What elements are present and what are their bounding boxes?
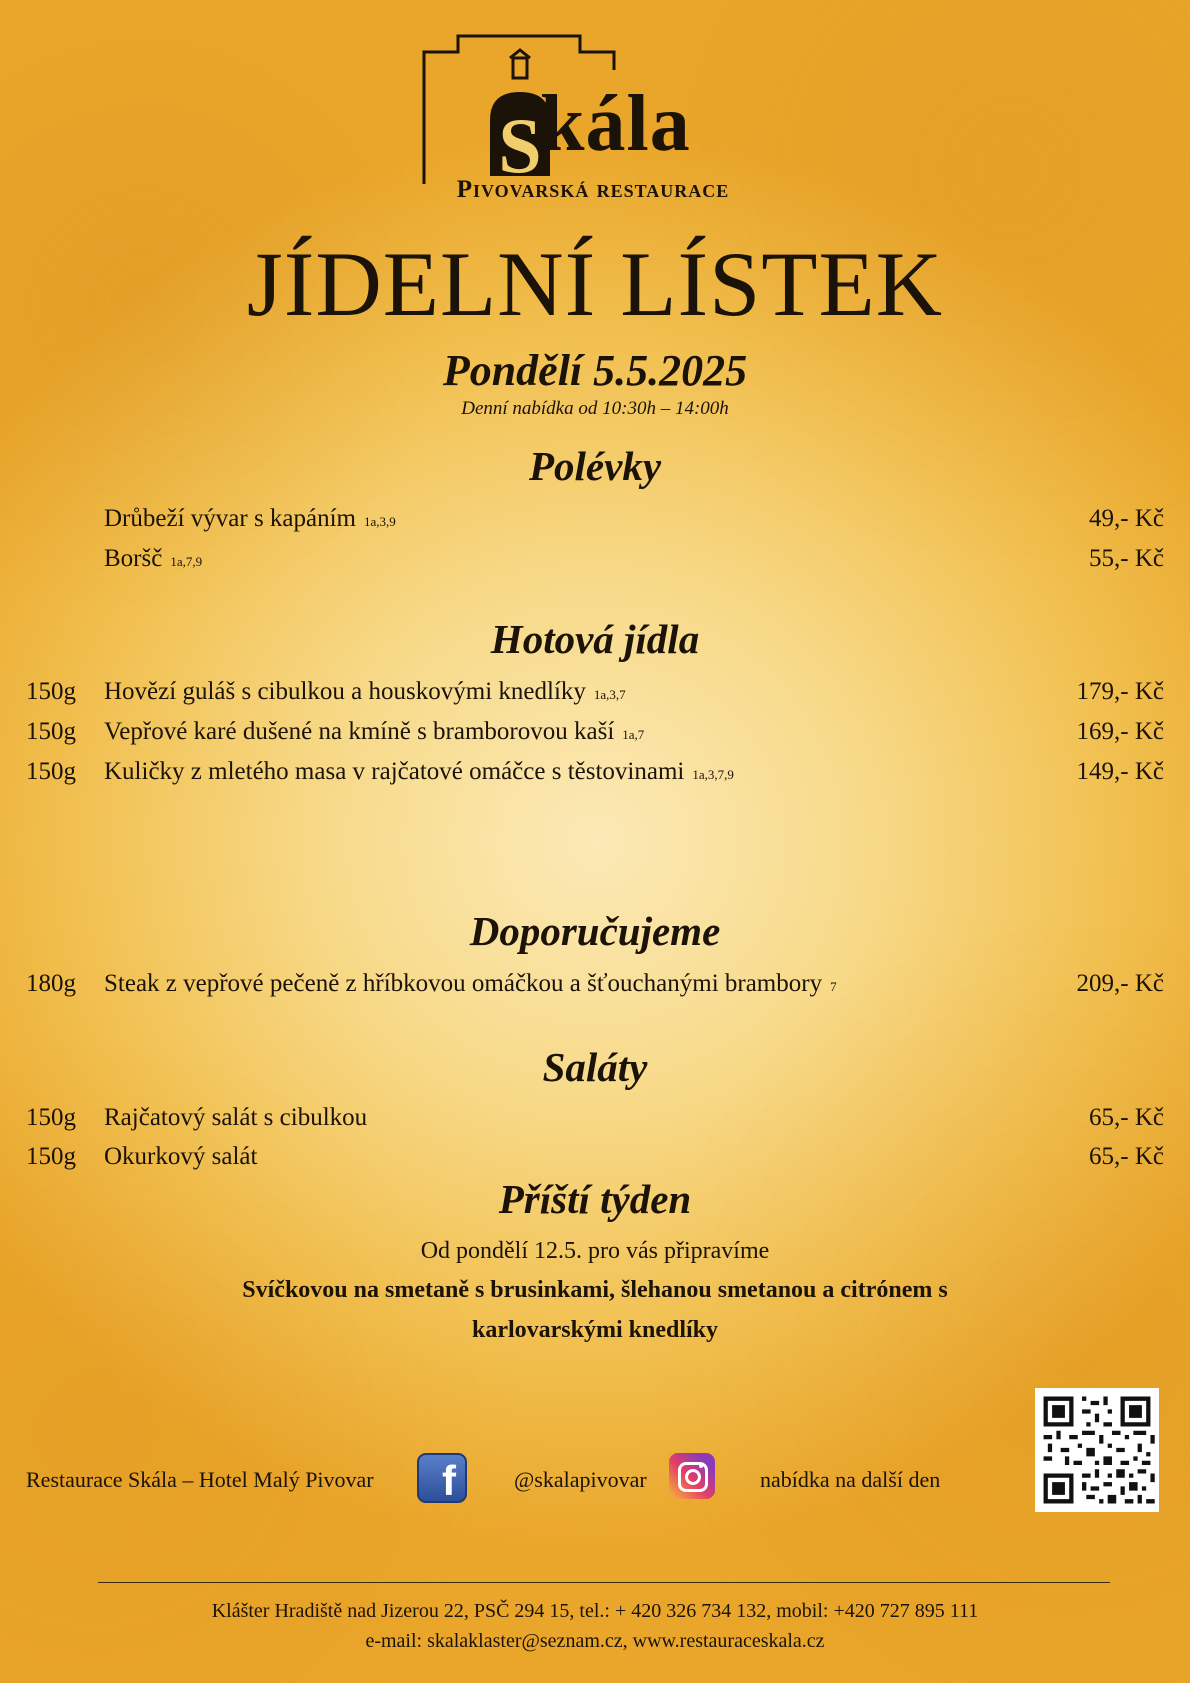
section-title-mains: Hotová jídla [490,616,700,662]
menu-item [0,718,1190,754]
menu-item [0,970,1190,1006]
restaurant-logo [420,34,780,214]
page-title: JÍDELNÍ LÍSTEK [246,233,944,335]
qr-code-icon[interactable] [1035,1388,1159,1512]
item-weight: 150g [26,758,76,785]
item-allergens: 1a,7 [622,727,645,742]
restaurant-name: Restaurace Skála – Hotel Malý Pivovar [26,1467,374,1492]
svg-text:S: S [498,102,542,189]
next-week-intro: Od pondělí 12.5. pro vás připravíme [420,1238,770,1264]
item-allergens: 1a,7,9 [170,554,203,569]
section-title-soups: Polévky [528,443,662,489]
item-allergens: 1a,3,7,9 [692,767,734,782]
item-price: 49,- Kč [1089,505,1164,532]
item-weight: 150g [26,678,76,705]
section-title-recommend: Doporučujeme [469,908,721,954]
item-price: 149,- Kč [1076,758,1164,785]
section-title-salads: Saláty [542,1044,648,1090]
item-allergens: 7 [830,979,837,994]
menu-item [0,758,1190,794]
item-name: Kuličky z mletého masa v rajčatové omáčce s těstovinami 1a,3,7,9 [104,758,734,785]
item-weight: 150g [26,1104,76,1131]
item-price: 65,- Kč [1089,1104,1164,1131]
item-name: Vepřové karé dušené na kmíně s bramborovou kaší 1a,7 [104,718,645,745]
item-allergens: 1a,3,9 [364,514,396,529]
next-week-dish-cont: karlovarskými knedlíky [471,1317,719,1343]
item-name: Rajčatový salát s cibulkou [104,1104,368,1131]
item-price: 169,- Kč [1076,718,1164,745]
item-price: 65,- Kč [1089,1143,1164,1170]
qr-label: nabídka na další den [760,1467,941,1492]
item-weight: 150g [26,1143,76,1170]
menu-item [0,1104,1190,1140]
item-name: Okurkový salát [104,1143,258,1170]
menu-item [0,505,1190,541]
logo-subtitle: Pivovarská restaurace [456,176,730,203]
item-allergens: 1a,3,7 [593,687,626,702]
section-title-next-week: Příští týden [498,1176,692,1222]
next-week-dish: Svíčkovou na smetaně s brusinkami, šlehanou smetanou a citrónem s [242,1277,948,1303]
menu-date: Pondělí 5.5.2025 [442,346,748,395]
item-weight: 150g [26,718,76,745]
instagram-handle[interactable]: @skalapivovar [514,1467,647,1492]
menu-item [0,545,1190,581]
instagram-icon[interactable] [669,1453,715,1499]
item-price: 179,- Kč [1076,678,1164,705]
item-price: 55,- Kč [1089,545,1164,572]
footer-contact: e-mail: skalaklaster@seznam.cz, www.restauraceskala.cz [365,1630,825,1652]
item-price: 209,- Kč [1076,970,1164,997]
item-name: Drůbeží vývar s kapáním 1a,3,9 [104,505,396,532]
facebook-icon[interactable]: f [417,1453,467,1503]
menu-item [0,1143,1190,1179]
menu-item [0,678,1190,714]
logo-wordmark: kála [540,80,691,168]
serving-hours: Denní nabídka od 10:30h – 14:00h [461,398,729,419]
footer-address: Klášter Hradiště nad Jizerou 22, PSČ 294 15, tel.: + 420 326 734 132, mobil: +420 727 895 111 [211,1600,979,1622]
item-name: Steak z vepřové pečeně z hříbkovou omáčkou a šťouchanými brambory 7 [104,970,837,997]
footer-divider [98,1582,1110,1583]
item-name: Boršč 1a,7,9 [104,545,203,572]
item-weight: 180g [26,970,76,997]
item-name: Hovězí guláš s cibulkou a houskovými knedlíky 1a,3,7 [104,678,626,705]
